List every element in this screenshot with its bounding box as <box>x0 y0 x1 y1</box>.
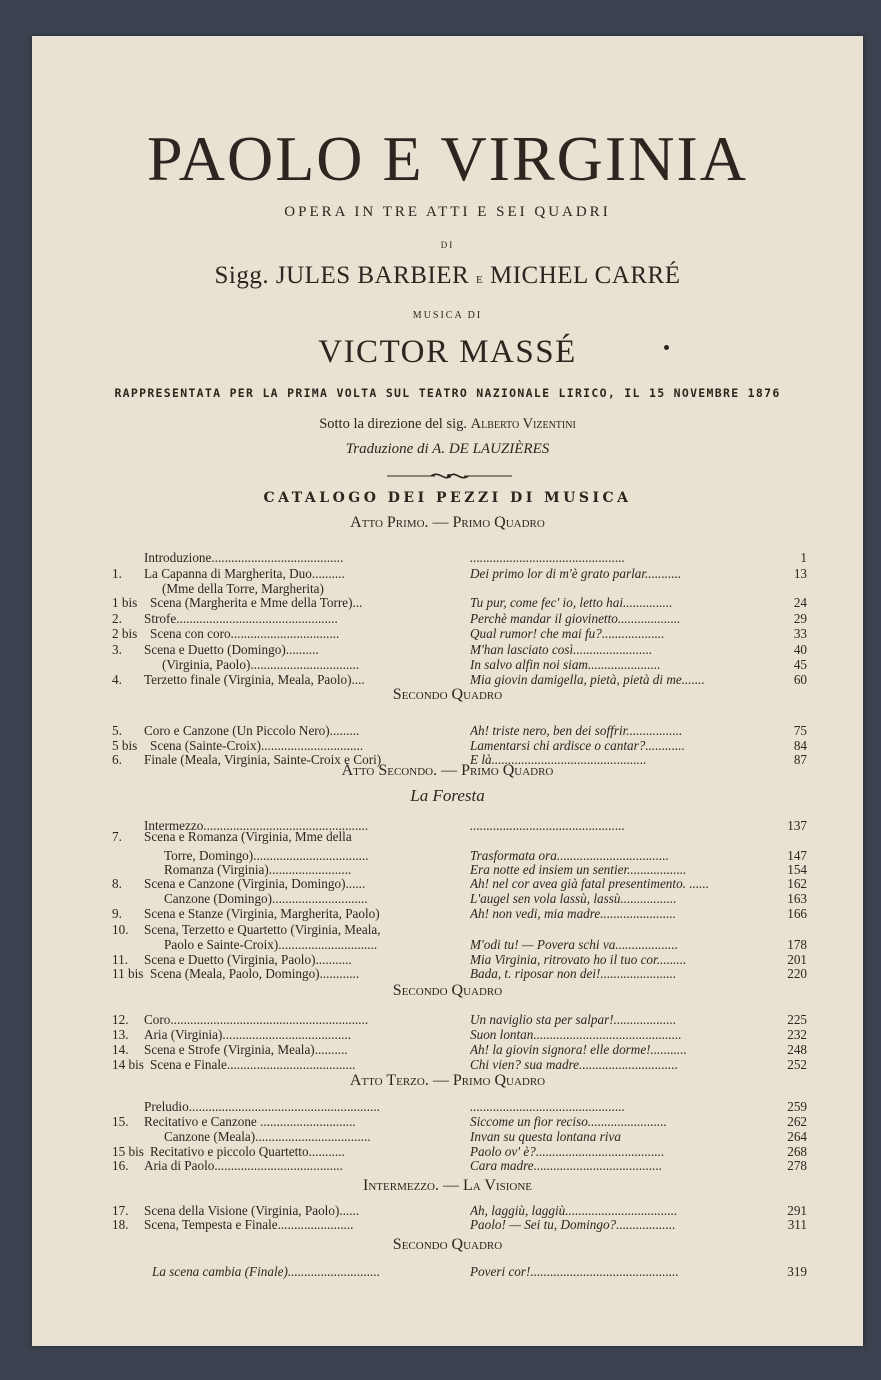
entry-number: 12. <box>112 1012 129 1027</box>
entry-number: 8. <box>112 876 122 891</box>
catalog-entry <box>32 1012 863 1028</box>
catalog-entry <box>32 1057 863 1073</box>
entry-title: Coro e Canzone (Un Piccolo Nero)......... <box>144 723 360 738</box>
entry-incipit: Perchè mandar il giovinetto................... <box>470 611 681 626</box>
section-heading: Secondo Quadro <box>392 1236 503 1253</box>
entry-page: 40 <box>793 642 807 657</box>
entry-page: 166 <box>787 906 807 921</box>
catalog-entry <box>32 550 863 566</box>
entry-number: 16. <box>112 1158 129 1173</box>
entry-incipit: ............................................... <box>470 550 625 565</box>
catalog-entry <box>32 937 863 953</box>
catalog-entry <box>32 1114 863 1130</box>
entry-title: (Virginia, Paolo)................................. <box>162 657 360 672</box>
entry-incipit: Poveri cor!............................................. <box>470 1264 679 1279</box>
authors-conjunction: E <box>475 274 484 286</box>
author-barbier: JULES BARBIER <box>275 262 470 289</box>
entry-number: 18. <box>112 1217 129 1232</box>
entry-page: 29 <box>793 611 807 626</box>
entry-page: 252 <box>787 1057 807 1072</box>
section-heading: Secondo Quadro <box>392 686 503 703</box>
entry-number: 5 bis <box>112 738 138 753</box>
entry-incipit: M'han lasciato così........................ <box>470 642 653 657</box>
entry-title: Intermezzo.................................................. <box>144 818 369 833</box>
entry-page: 162 <box>787 876 807 891</box>
catalog-entry <box>32 1158 863 1174</box>
entry-page: 264 <box>787 1129 807 1144</box>
entry-title: Scena e Strofe (Virginia, Meala).......... <box>144 1042 348 1057</box>
catalog-entry <box>32 891 863 907</box>
entry-number: 3. <box>112 642 122 657</box>
catalog-entry <box>32 1042 863 1058</box>
catalog-entry <box>32 672 863 688</box>
author-carre: MICHEL CARRÉ <box>489 262 681 289</box>
catalog-entry <box>32 595 863 611</box>
entry-page: 278 <box>787 1158 807 1173</box>
section-heading: Intermezzo. — La Visione <box>363 1177 532 1194</box>
entry-page: 24 <box>793 595 807 610</box>
catalog-entry <box>32 922 863 938</box>
entry-title: Preludio.......................................................... <box>144 1099 380 1114</box>
entry-incipit: Chi vien? sua madre.............................. <box>470 1057 678 1072</box>
entry-number: 1. <box>112 566 122 581</box>
entry-title: La Capanna di Margherita, Duo.......... <box>144 566 345 581</box>
entry-page: 137 <box>787 818 807 833</box>
entry-number: 14 bis <box>112 1057 144 1072</box>
entry-incipit: Mia giovin damigella, pietà, pietà di me....... <box>470 672 705 687</box>
entry-number: 7. <box>112 829 122 844</box>
catalog-entry <box>32 1129 863 1145</box>
entry-page: 262 <box>787 1114 807 1129</box>
entry-number: 2 bis <box>112 626 138 641</box>
catalog-entry <box>32 1264 863 1280</box>
entry-title: Scena (Margherita e Mme della Torre)... <box>150 595 363 610</box>
entry-incipit: Ah! la giovin signora! elle dorme!........... <box>470 1042 687 1057</box>
entry-title: Scena (Meala, Paolo, Domingo)............ <box>150 966 360 981</box>
entry-incipit: Bada, t. riposar non dei!....................... <box>470 966 677 981</box>
catalog-entry <box>32 611 863 627</box>
entry-incipit: Dei primo lor di m'è grato parlar........... <box>470 566 682 581</box>
page-title: PAOLO E VIRGINIA <box>147 123 748 194</box>
entry-page: 232 <box>787 1027 807 1042</box>
musica-di-label: MUSICA DI <box>412 310 483 321</box>
entry-title: Aria di Paolo....................................... <box>144 1158 343 1173</box>
entry-number: 11. <box>112 952 128 967</box>
librettists <box>32 262 863 290</box>
entry-page: 311 <box>787 1217 807 1232</box>
entry-incipit: Siccome un fior reciso........................ <box>470 1114 667 1129</box>
entry-title: Finale (Meala, Virginia, Sainte-Croix e Cori) <box>144 752 382 767</box>
entry-title: Coro............................................................ <box>144 1012 369 1027</box>
ink-dot <box>664 345 669 350</box>
entry-title: Torre, Domingo)................................... <box>164 848 369 863</box>
entry-title: Scena e Romanza (Virginia, Mme della <box>144 829 352 844</box>
entry-page: 319 <box>787 1264 807 1279</box>
entry-incipit: Trasformata ora.................................. <box>470 848 669 863</box>
entry-title: Scena (Sainte-Croix)............................... <box>150 738 364 753</box>
entry-title: Scena, Tempesta e Finale....................... <box>144 1217 354 1232</box>
entry-page: 291 <box>787 1203 807 1218</box>
catalog-entry <box>32 752 863 768</box>
entry-number: 11 bis <box>112 966 144 981</box>
entry-title: Scena e Duetto (Domingo).......... <box>144 642 319 657</box>
entry-page: 75 <box>793 723 807 738</box>
entry-incipit: Un naviglio sta per salpar!................... <box>470 1012 677 1027</box>
entry-page: 248 <box>787 1042 807 1057</box>
section-heading: Atto Terzo. — Primo Quadro <box>349 1072 546 1089</box>
catalog-entry <box>32 723 863 739</box>
catalog-entry <box>32 1217 863 1233</box>
catalog-entry <box>32 906 863 922</box>
entry-page: 201 <box>787 952 807 967</box>
entry-incipit: Qual rumor! che mai fu?................... <box>470 626 665 641</box>
entry-page: 45 <box>793 657 807 672</box>
entry-incipit: Ah! nel cor avea già fatal presentimento. ...... <box>470 876 710 891</box>
entry-title: Canzone (Domingo)............................. <box>164 891 368 906</box>
entry-page: 178 <box>787 937 807 952</box>
entry-page: 33 <box>793 626 807 641</box>
entry-incipit: Ah! non vedi, mia madre....................... <box>470 906 677 921</box>
entry-number: 1 bis <box>112 595 138 610</box>
entry-number: 15 bis <box>112 1144 144 1159</box>
premiere-line: RAPPRESENTATA PER LA PRIMA VOLTA SUL TEATRO NAZIONALE LIRICO, IL 15 NOVEMBRE 1876 <box>114 386 781 400</box>
entry-title: Aria (Virginia)....................................... <box>144 1027 352 1042</box>
ornament-divider <box>387 470 512 482</box>
entry-title: Scena e Canzone (Virginia, Domingo)...... <box>144 876 366 891</box>
entry-page: 268 <box>787 1144 807 1159</box>
conductor-name: Alberto Vizentini <box>470 416 576 432</box>
catalog-entry <box>32 657 863 673</box>
entry-incipit: M'odi tu! — Povera schi va................... <box>470 937 678 952</box>
entry-page: 147 <box>787 848 807 863</box>
entry-title: Introduzione........................................ <box>144 550 344 565</box>
entry-number: 14. <box>112 1042 129 1057</box>
entry-title: Scena e Finale....................................... <box>150 1057 356 1072</box>
entry-incipit: Era notte ed insiem un sentier.................. <box>470 862 687 877</box>
entry-title: Scena e Duetto (Virginia, Paolo)........... <box>144 952 352 967</box>
entry-incipit: Tu pur, come fec' io, letto hai............... <box>470 595 673 610</box>
entry-title: Romanza (Virginia)......................... <box>164 862 352 877</box>
entry-page: 60 <box>793 672 807 687</box>
entry-incipit: E là............................................... <box>470 752 647 767</box>
entry-number: 9. <box>112 906 122 921</box>
entry-incipit: Lamentarsi chi ardisce o cantar?............ <box>470 738 685 753</box>
entry-number: 15. <box>112 1114 129 1129</box>
entry-title: La scena cambia (Finale)............................ <box>152 1264 381 1279</box>
entry-incipit: Mia Virginia, ritrovato ho il tuo cor......... <box>470 952 687 967</box>
entry-number: 6. <box>112 752 122 767</box>
entry-title: Terzetto finale (Virginia, Meala, Paolo).... <box>144 672 365 687</box>
entry-title: Scena con coro................................. <box>150 626 340 641</box>
catalog-entry <box>32 566 863 582</box>
entry-number: 17. <box>112 1203 129 1218</box>
entry-incipit: Suon lontan............................................. <box>470 1027 682 1042</box>
entry-page: 154 <box>787 862 807 877</box>
section-heading: Atto Primo. — Primo Quadro <box>350 514 545 531</box>
entry-incipit: Invan su questa lontana riva <box>470 1129 621 1144</box>
entry-incipit: Paolo ov' è?....................................... <box>470 1144 665 1159</box>
document-page <box>32 36 863 1346</box>
entry-number: 10. <box>112 922 129 937</box>
entry-page: 225 <box>787 1012 807 1027</box>
entry-incipit: In salvo alfin noi siam...................... <box>470 657 661 672</box>
catalog-entry <box>32 1099 863 1115</box>
entry-page: 163 <box>787 891 807 906</box>
authors-prefix: Sigg. <box>214 262 270 289</box>
catalog-entry <box>32 626 863 642</box>
direction-line <box>32 416 863 433</box>
section-heading: Secondo Quadro <box>392 982 503 999</box>
catalog-entry <box>32 876 863 892</box>
direction-text: Sotto la direzione del sig. <box>319 416 471 432</box>
entry-title: Recitativo e Canzone ............................. <box>144 1114 356 1129</box>
entry-incipit: L'augel sen vola lassù, lassù................. <box>470 891 677 906</box>
entry-incipit: Ah! triste nero, ben dei soffrir................. <box>470 723 683 738</box>
entry-page: 13 <box>793 566 807 581</box>
catalog-title: CATALOGO DEI PEZZI DI MUSICA <box>263 490 632 506</box>
composer-name: VICTOR MASSÉ <box>318 334 577 370</box>
entry-title: Recitativo e piccolo Quartetto........... <box>150 1144 345 1159</box>
entry-title: Scena, Terzetto e Quartetto (Virginia, Meala, <box>144 922 381 937</box>
entry-number: 2. <box>112 611 122 626</box>
entry-page: 1 <box>800 550 807 565</box>
entry-incipit: ............................................... <box>470 1099 625 1114</box>
section-heading: La Foresta <box>410 786 485 805</box>
entry-page: 87 <box>793 752 807 767</box>
catalog-entry <box>32 642 863 658</box>
entry-title: (Mme della Torre, Margherita) <box>162 581 324 596</box>
catalog-entry <box>32 829 863 845</box>
di-label: DI <box>440 240 455 250</box>
translation-line: Traduzione di A. DE LAUZIÈRES <box>345 441 550 457</box>
entry-page: 259 <box>787 1099 807 1114</box>
entry-number: 13. <box>112 1027 129 1042</box>
section-heading: Atto Secondo. — Primo Quadro <box>341 762 554 779</box>
entry-incipit: Cara madre....................................... <box>470 1158 663 1173</box>
entry-number: 5. <box>112 723 122 738</box>
entry-title: Strofe................................................. <box>144 611 338 626</box>
entry-page: 84 <box>793 738 807 753</box>
entry-incipit: Paolo! — Sei tu, Domingo?.................. <box>470 1217 676 1232</box>
entry-title: Paolo e Sainte-Croix).............................. <box>164 937 378 952</box>
catalog-entry <box>32 1027 863 1043</box>
entry-title: Scena della Visione (Virginia, Paolo)...... <box>144 1203 360 1218</box>
entry-title: Scena e Stanze (Virginia, Margherita, Paolo) <box>144 906 380 921</box>
entry-incipit: Ah, laggiù, laggiù.................................. <box>470 1203 678 1218</box>
entry-title: Canzone (Meala)................................... <box>164 1129 371 1144</box>
entry-incipit: ............................................... <box>470 818 625 833</box>
entry-number: 4. <box>112 672 122 687</box>
catalog-entry <box>32 966 863 982</box>
entry-page: 220 <box>787 966 807 981</box>
opera-subtitle: OPERA IN TRE ATTI E SEI QUADRI <box>284 204 611 220</box>
